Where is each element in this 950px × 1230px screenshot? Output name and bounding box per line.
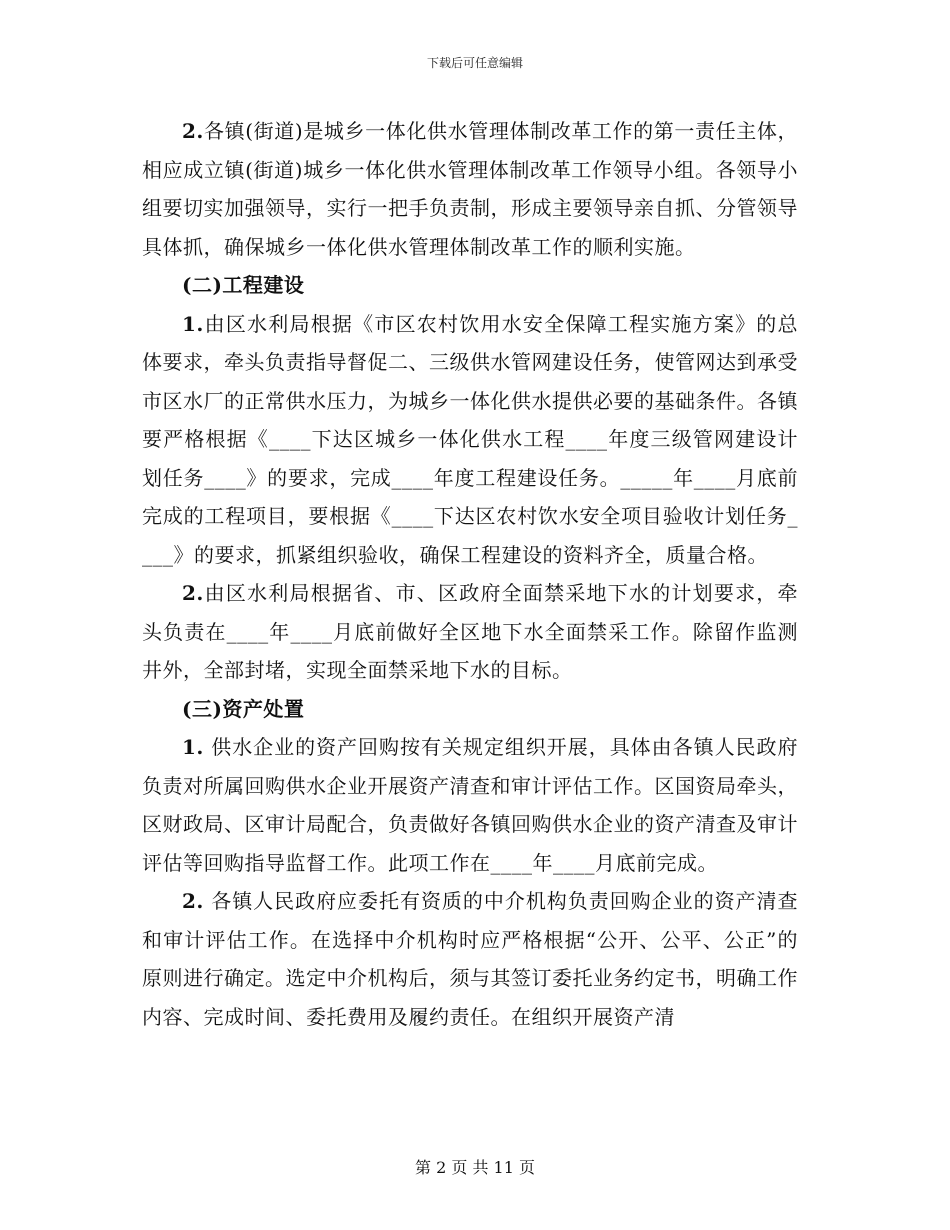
paragraph-text: 各镇(街道)是城乡一体化供水管理体制改革工作的第一责任主体，相应成立镇(街道)城乡一体化供水管理体制改革工作领导小组。各领导小组要切实加强领导，实行一把手负责制，形成主要领导亲自抓、分管领导具体抓，确保城乡一体化供水管理体制改革工作的顺利实施。 bbox=[142, 119, 798, 259]
paragraph-number: 1. bbox=[182, 735, 204, 759]
document-body bbox=[142, 112, 798, 1036]
header-note: 下载后可任意编辑 bbox=[426, 56, 523, 70]
paragraph-3 bbox=[142, 574, 798, 690]
paragraph-number: 2. bbox=[182, 581, 204, 605]
paragraph-text: 由区水利局根据《市区农村饮用水安全保障工程实施方案》的总体要求，牵头负责指导督促二、三级供水管网建设任务，使管网达到承受市区水厂的正常供水压力，为城乡一体化供水提供必要的基础条件。各镇要严格根据《____下达区城乡一体化供水工程____年度三级管网建设计划任务____》的要求，完成____年度工程建设任务。_____年____月底前完成的工程项目，要根据《____下达区农村饮水安全项目验收计划任务____》的要求，抓紧组织验收，确保工程建设的资料齐全，质量合格。 bbox=[142, 311, 798, 567]
paragraph-text: 各镇人民政府应委托有资质的中介机构负责回购企业的资产清查和审计评估工作。在选择中介机构时应严格根据“公开、公平、公正”的原则进行确定。选定中介机构后，须与其签订委托业务约定书，明确工作内容、完成时间、委托费用及履约责任。在组织开展资产清 bbox=[142, 889, 798, 1029]
paragraph-text: 由区水利局根据省、市、区政府全面禁采地下水的计划要求，牵头负责在____年____月底前做好全区地下水全面禁采工作。除留作监测井外，全部封堵，实现全面禁采地下水的目标。 bbox=[142, 581, 798, 682]
paragraph-1 bbox=[142, 112, 798, 266]
section-heading-assets: (三)资产处置 bbox=[182, 696, 305, 721]
paragraph-number: 1. bbox=[182, 311, 204, 336]
paragraph-4 bbox=[142, 728, 798, 882]
section-heading-engineering: (二)工程建设 bbox=[182, 273, 305, 297]
paragraph-number: 2. bbox=[182, 119, 204, 143]
paragraph-text: 供水企业的资产回购按有关规定组织开展，具体由各镇人民政府负责对所属回购供水企业开展资产清查和审计评估工作。区国资局牵头，区财政局、区审计局配合，负责做好各镇回购供水企业的资产清查及审计评估等回购指导监督工作。此项工作在____年____月底前完成。 bbox=[142, 735, 798, 875]
paragraph-5 bbox=[142, 882, 798, 1036]
paragraph-2 bbox=[142, 305, 798, 575]
page-footer: 第 2 页 共 11 页 bbox=[415, 1158, 535, 1177]
paragraph-number: 2. bbox=[182, 889, 204, 913]
